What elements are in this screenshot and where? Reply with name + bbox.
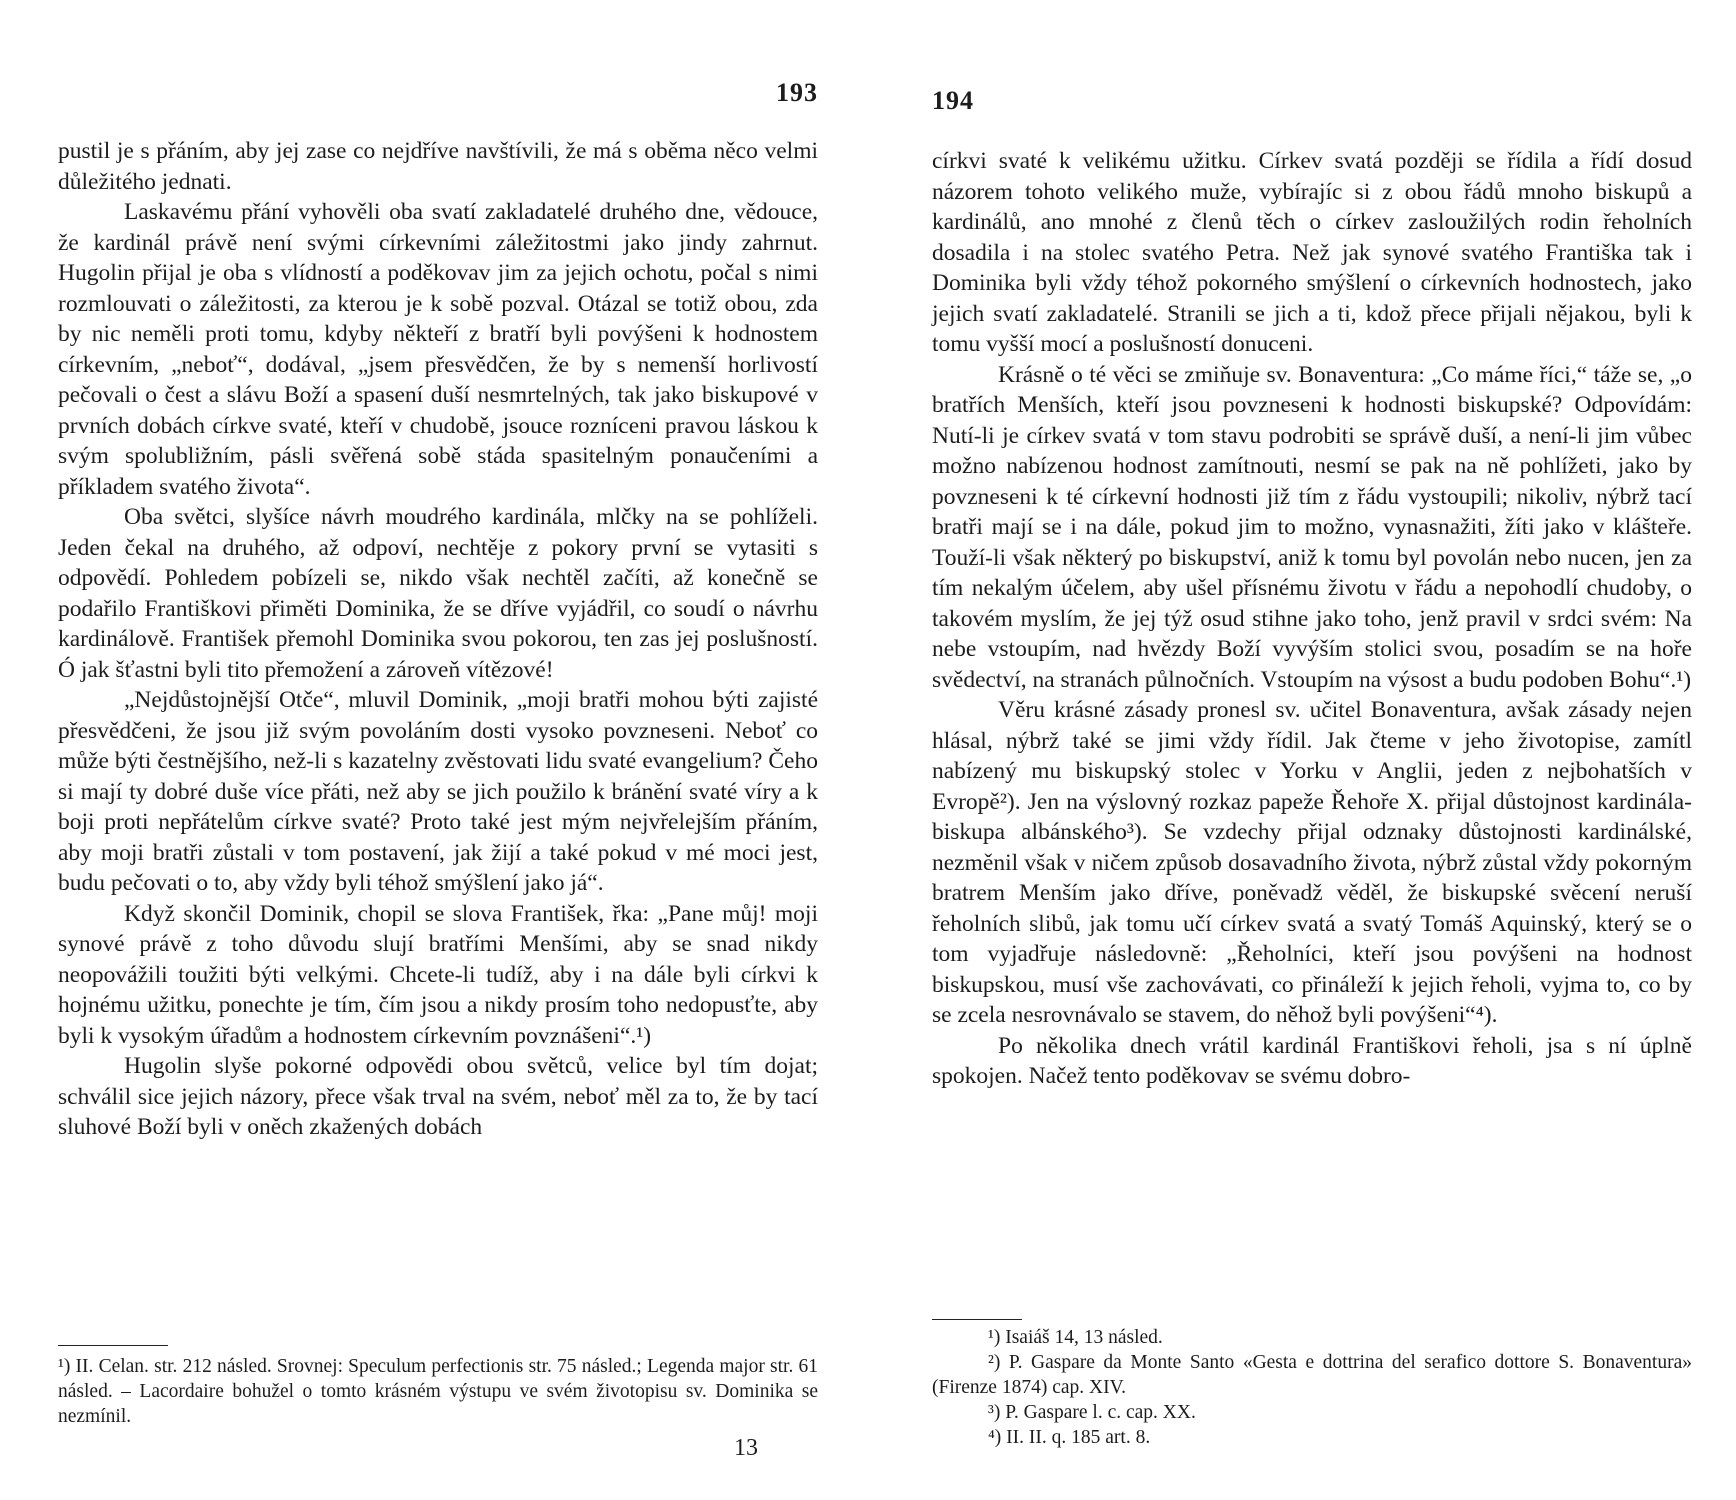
paragraph: Laskavému přání vyhověli oba svatí zakladatelé druhého dne, vědouce, že kardinál právě není svými církevními záležitostmi jako jindy zahrnut. Hugolin přijal je oba s vlídností a poděkovav jim za jejich ochotu, počal s nimi rozmlouvati o záležitosti, za kterou je k sobě pozval. Otázal se totiž obou, zda by nic neměli proti tomu, kdyby někteří z bratří byli povýšeni k hodnostem církevním, „neboť“, dodával, „jsem přesvědčen, že by s nemenší horlivostí pečovali o čest a slávu Boží a spasení duší nesmrtelných, tak jako biskupové v prvních dobách církve svaté, kteří v chudobě, jsouce rozníceni pravou láskou k svým spolubližním, pásli svěřená sobě stáda spasitelným ponaučeními a příkladem svatého života“. [58, 199, 818, 500]
footnote-divider [58, 1345, 168, 1346]
paragraph: církvi svaté k velikému užitku. Církev svatá později se řídila a řídí dosud názorem tohoto velikého muže, vybírajíc si z obou řádů mnoho biskupů a kardinálů, ano mnohé z členů těch o církev zasloužilých rodin řeholních dosadila i na stolec svatého Petra. Než jak synové svatého Františka tak i Dominika byli vždy téhož pokorného smýšlení o církevních hodnostech, jako jejich svatí zakladatelé. Stranili se jich a ti, kdož přece přijali nějakou, byli k tomu vyšší mocí a poslušností donuceni. [932, 148, 1692, 357]
paragraph: Po několika dnech vrátil kardinál Františkovi řeholi, jsa s ní úplně spokojen. Načež tento poděkovav se svému dobro- [932, 1032, 1692, 1089]
paragraph: Oba světci, slyšíce návrh moudrého kardinála, mlčky na se pohlíželi. Jeden čekal na druhého, až odpoví, nechtěje z pokory první se vytasiti s odpovědí. Pohledem pobízeli se, nikdo však nechtěl začíti, až konečně se podařilo Františkovi přiměti Dominika, že se dříve vyjádřil, co soudí o návrhu kardinálově. František přemohl Dominika svou pokorou, ten zas jej poslušností. Ó jak šťastni byli tito přemožení a zároveň vítězové! [58, 504, 818, 683]
footnote: ¹) II. Celan. str. 212 násled. Srovnej: Speculum perfectionis str. 75 násled.; Legenda major str. 61 násled. – Lacordaire bohužel o tomto krásném výstupu ve svém životopisu sv. Dominika se nezmínil. [58, 1356, 818, 1427]
paragraph: Když skončil Dominik, chopil se slova František, řka: „Pane můj! moji synové právě z toho důvodu slují bratřími Menšími, aby se snad nikdy neopovážili toužiti býti velkými. Chcete-li tudíž, aby i na dále byli církvi k hojnému užitku, ponechte je tím, čím jsou a nikdy prosím toho nedopusťte, aby byli k vysokým úřadům a hodnostem církevním povznášeni“.¹) [58, 900, 818, 1049]
paragraph: „Nejdůstojnější Otče“, mluvil Dominik, „moji bratři mohou býti zajisté přesvědčeni, že jsou již svým povoláním dosti vysoko povzneseni. Neboť co může býti čestnějšího, než-li s kazatelny zvěstovati lidu svaté evangelium? Čeho si mají ty dobré duše více přáti, než aby se jich použilo k bránění svaté víry a k boji proti nepřátelům církve svaté? Proto také jest mým nejvřelejším přáním, aby moji bratři zůstali v tom postavení, jak žijí a také pokud v mé moci jest, budu pečovati o to, aby vždy byli téhož smýšlení jako já“. [58, 687, 818, 896]
footnote: ³) P. Gaspare l. c. cap. XX. [988, 1402, 1196, 1423]
paragraph: Krásně o té věci se zmiňuje sv. Bonaventura: „Co máme říci,“ táže se, „o bratřích Menších, kteří jsou povzneseni k hodnosti biskupské? Odpovídám: Nutí-li je církev svatá v tom stavu podrobiti se správě duší, a není-li jim vůbec možno nabízenou hodnost zamítnouti, nesmí se pak na ně pohlížeti, jako by povzneseni k té církevní hodnosti již tím z řádu vystoupili; nikoliv, nýbrž tací bratři mají se i na dále, pokud jim to možno, vynasnažiti, žíti jako v klášteře. Touží-li však některý po biskupství, aniž k tomu byl povolán nebo nucen, jen za tím nekalým účelem, aby ušel přísnému životu v řádu a nepohodlí chudoby, o takovém myslím, že jej týž osud stihne jako toho, jenž pravil v srdci svém: Na nebe vstoupím, nad hvězdy Boží vyvýším stolici svou, posadím se na hoře svědectví, na stranách půlnočních. Vstoupím na výsost a budu podoben Bohu“.¹) [932, 361, 1692, 693]
footnote-divider [932, 1319, 1022, 1320]
footnote: ⁴) II. II. q. 185 art. 8. [988, 1427, 1151, 1448]
footnotes [932, 1325, 1692, 1450]
paragraph: Hugolin slyše pokorné odpovědi obou světců, velice byl tím dojat; schválil sice jejich názory, přece však trval na svém, neboť měl za to, že by tací sluhové Boží byli v oněch zkažených dobách [58, 1053, 818, 1140]
page-number: 193 [776, 78, 818, 107]
footnote: ¹) Isaiáš 14, 13 násled. [988, 1327, 1163, 1348]
paragraph: pustil je s přáním, aby jej zase co nejdříve navštívili, že má s oběma něco velmi důležitého jednati. [58, 138, 818, 195]
signature-mark: 13 [734, 1435, 758, 1461]
page-body [932, 146, 1692, 1092]
page-body [58, 136, 818, 1143]
page-number: 194 [932, 86, 974, 115]
footnote: ²) P. Gaspare da Monte Santo «Gesta e dottrina del serafico dottore S. Bonaventura» (Firenze 1874) cap. XIV. [932, 1352, 1692, 1398]
footnotes [58, 1354, 818, 1429]
paragraph: Věru krásné zásady pronesl sv. učitel Bonaventura, avšak zásady nejen hlásal, nýbrž také se jimi vždy řídil. Jak čteme v jeho životopise, zamítl nabízený mu biskupský stolec v Yorku v Anglii, jeden z nejbohatších v Evropě²). Jen na výslovný rozkaz papeže Řehoře X. přijal důstojnost kardinála-biskupa albánského³). Se vzdechy přijal odznaky důstojnosti kardinálské, nezměnil však v ničem způsob dosavadního života, nýbrž zůstal vždy pokorným bratrem Menším jako dříve, poněvadž věděl, že biskupské svěcení neruší řeholních slibů, jak tomu učí církev svatá a svatý Tomáš Aquinský, který se o tom vyjadřuje následovně: „Řeholníci, kteří jsou povýšeni na hodnost biskupskou, musí vše zachovávati, co přináleží k jejich řeholi, vyjma to, co by se zcela nesrovnávalo se stavem, do něhož byli povýšeni“⁴). [932, 697, 1692, 1028]
